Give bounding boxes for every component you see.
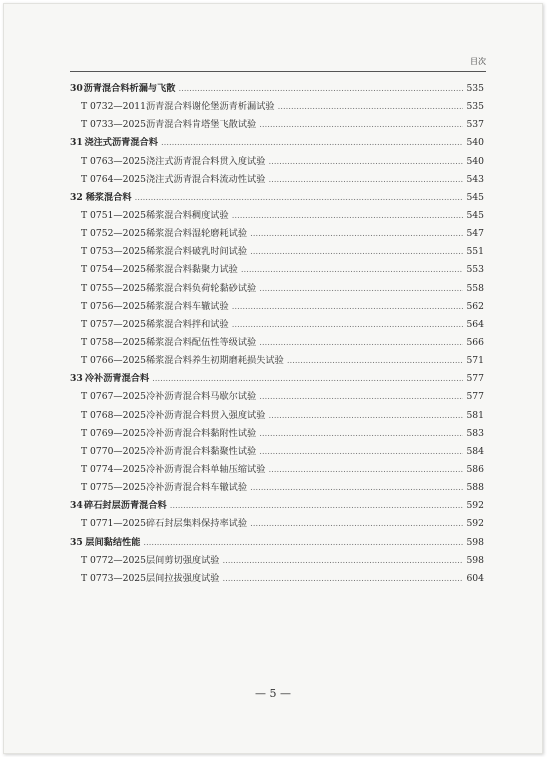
section-title: 稀浆混合料: [85, 191, 132, 203]
page-ref: 537: [466, 119, 484, 131]
dot-leader: [232, 207, 463, 225]
toc-entry-row: [70, 98, 484, 116]
dot-leader: [223, 570, 464, 588]
test-code: T 0771—2025: [81, 518, 146, 530]
dot-leader: [250, 225, 463, 243]
test-code: T 0770—2025: [81, 445, 146, 457]
toc-entry-row: [70, 552, 484, 570]
page-ref: 553: [466, 264, 484, 276]
section-number: 32: [70, 191, 83, 203]
test-code: T 0764—2025: [81, 173, 146, 185]
page-ref: 586: [466, 463, 484, 475]
dot-leader: [135, 189, 463, 207]
dot-leader: [223, 552, 464, 570]
dot-leader: [152, 370, 463, 388]
dot-leader: [259, 116, 463, 134]
toc-entry-row: [70, 153, 484, 171]
entry-title: 层间拉拔强度试验: [146, 572, 220, 584]
toc-section-row: [70, 189, 484, 207]
dot-leader: [232, 316, 463, 334]
dot-leader: [268, 461, 463, 479]
toc-entry-row: [70, 479, 484, 497]
test-code: T 0769—2025: [81, 427, 146, 439]
entry-title: 稀浆混合料湿轮磨耗试验: [146, 228, 248, 240]
dot-leader: [241, 261, 463, 279]
page-ref: 592: [466, 500, 484, 512]
entry-title: 冷补沥青混合料单轴压缩试验: [146, 463, 266, 475]
entry-title: 浇注式沥青混合料流动性试验: [146, 173, 266, 185]
toc-entry-row: [70, 407, 484, 425]
entry-title: 沥青混合料肯塔堡飞散试验: [146, 119, 257, 131]
test-code: T 0751—2025: [81, 209, 146, 221]
table-of-contents: [70, 80, 484, 588]
page-ref: 577: [466, 391, 484, 403]
test-code: T 0773—2025: [81, 572, 146, 584]
entry-title: 冷补沥青混合料马歇尔试验: [146, 391, 257, 403]
dot-leader: [268, 153, 463, 171]
dot-leader: [268, 407, 463, 425]
entry-title: 冷补沥青混合料贯入强度试验: [146, 409, 266, 421]
test-code: T 0733—2025: [81, 119, 146, 131]
section-title: 沥青混合料析漏与飞散: [83, 83, 176, 94]
toc-entry-row: [70, 316, 484, 334]
section-title: 碎石封层沥青混合料: [84, 500, 167, 512]
test-code: T 0766—2025: [81, 355, 146, 367]
toc-entry-row: [70, 243, 484, 261]
dot-leader: [259, 388, 463, 406]
page-ref: 545: [466, 191, 484, 203]
section-title: 浇注式沥青混合料: [84, 137, 158, 149]
header-divider: [70, 71, 486, 72]
test-code: T 0752—2025: [81, 228, 146, 240]
page-ref: 547: [466, 228, 484, 240]
entry-title: 冷补沥青混合料车辙试验: [146, 482, 248, 494]
dot-leader: [259, 425, 463, 443]
toc-entry-row: [70, 425, 484, 443]
test-code: T 0775—2025: [81, 482, 146, 494]
dot-leader: [161, 134, 463, 152]
toc-entry-row: [70, 171, 484, 189]
entry-title: 稀浆混合料负荷轮黏砂试验: [146, 282, 257, 294]
entry-title: 稀浆混合料拌和试验: [146, 318, 229, 330]
page-ref: 592: [466, 518, 484, 530]
test-code: T 0756—2025: [81, 300, 146, 312]
entry-title: 沥青混合料谢伦堡沥青析漏试验: [146, 101, 275, 113]
dot-leader: [143, 534, 463, 552]
dot-leader: [250, 515, 463, 533]
test-code: T 0768—2025: [81, 409, 146, 421]
dot-leader: [259, 280, 463, 298]
test-code: T 0767—2025: [81, 391, 146, 403]
page-ref: 571: [466, 355, 484, 367]
entry-title: 稀浆混合料配伍性等级试验: [146, 336, 257, 348]
toc-entry-row: [70, 443, 484, 461]
test-code: T 0732—2011: [81, 101, 146, 113]
dot-leader: [278, 98, 463, 116]
entry-title: 稀浆混合料稠度试验: [146, 209, 229, 221]
page-ref: 545: [466, 209, 484, 221]
entry-title: 稀浆混合料黏聚力试验: [146, 264, 238, 276]
toc-entry-row: [70, 352, 484, 370]
toc-entry-row: [70, 207, 484, 225]
page-number: — 5 —: [255, 687, 291, 700]
toc-section-row: [70, 534, 484, 552]
page-ref: 581: [466, 409, 484, 421]
entry-title: 碎石封层集料保持率试验: [146, 518, 248, 530]
toc-entry-row: [70, 334, 484, 352]
toc-entry-row: [70, 280, 484, 298]
dot-leader: [170, 497, 463, 515]
section-title: 冷补沥青混合料: [84, 373, 150, 385]
page-ref: 564: [466, 318, 484, 330]
toc-entry-row: [70, 225, 484, 243]
test-code: T 0753—2025: [81, 246, 146, 258]
dot-leader: [250, 243, 463, 261]
toc-section-row: [70, 497, 484, 515]
entry-title: 冷补沥青混合料黏附性试验: [146, 427, 257, 439]
toc-entry-row: [70, 515, 484, 533]
section-number: 31: [70, 137, 83, 149]
dot-leader: [250, 479, 463, 497]
entry-title: 冷补沥青混合料黏聚性试验: [146, 445, 257, 457]
page-ref: 551: [466, 246, 484, 258]
section-number: 35: [70, 536, 83, 548]
toc-entry-row: [70, 388, 484, 406]
document-page: [3, 3, 543, 754]
dot-leader: [178, 80, 463, 98]
dot-leader: [259, 334, 463, 352]
dot-leader: [259, 443, 463, 461]
toc-entry-row: [70, 298, 484, 316]
section-number: 33: [70, 373, 83, 385]
test-code: T 0758—2025: [81, 336, 146, 348]
toc-entry-row: [70, 461, 484, 479]
page-ref: 598: [466, 554, 484, 566]
test-code: T 0772—2025: [81, 554, 146, 566]
entry-title: 稀浆混合料车辙试验: [146, 300, 229, 312]
entry-title: 浇注式沥青混合料贯入度试验: [146, 155, 266, 167]
test-code: T 0755—2025: [81, 282, 146, 294]
page-ref: 540: [466, 155, 484, 167]
page-ref: 588: [466, 482, 484, 494]
page-ref: 540: [466, 137, 484, 149]
dot-leader: [287, 352, 463, 370]
toc-section-row: [70, 370, 484, 388]
test-code: T 0757—2025: [81, 318, 146, 330]
toc-entry-row: [70, 261, 484, 279]
toc-entry-row: [70, 116, 484, 134]
entry-title: 稀浆混合料养生初期磨耗损失试验: [146, 355, 284, 367]
toc-section-row: [70, 80, 484, 98]
test-code: T 0754—2025: [81, 264, 146, 276]
page-ref: 583: [466, 427, 484, 439]
page-ref: 584: [466, 445, 484, 457]
section-number: 34: [70, 500, 83, 512]
page-ref: 604: [466, 572, 484, 584]
section-title: 层间黏结性能: [85, 536, 141, 548]
entry-title: 稀浆混合料破乳时间试验: [146, 246, 248, 258]
page-ref: 566: [466, 336, 484, 348]
page-ref: 558: [466, 282, 484, 294]
entry-title: 层间剪切强度试验: [146, 554, 220, 566]
page-ref: 543: [466, 173, 484, 185]
test-code: T 0763—2025: [81, 155, 146, 167]
toc-entry-row: [70, 570, 484, 588]
page-ref: 535: [466, 83, 484, 94]
page-ref: 577: [466, 373, 484, 385]
dot-leader: [268, 171, 463, 189]
test-code: T 0774—2025: [81, 463, 146, 475]
running-header: 目次: [470, 57, 486, 66]
dot-leader: [232, 298, 463, 316]
section-number: 30: [70, 83, 83, 94]
page-ref: 535: [466, 101, 484, 113]
page-ref: 562: [466, 300, 484, 312]
toc-section-row: [70, 134, 484, 152]
page-ref: 598: [466, 536, 484, 548]
